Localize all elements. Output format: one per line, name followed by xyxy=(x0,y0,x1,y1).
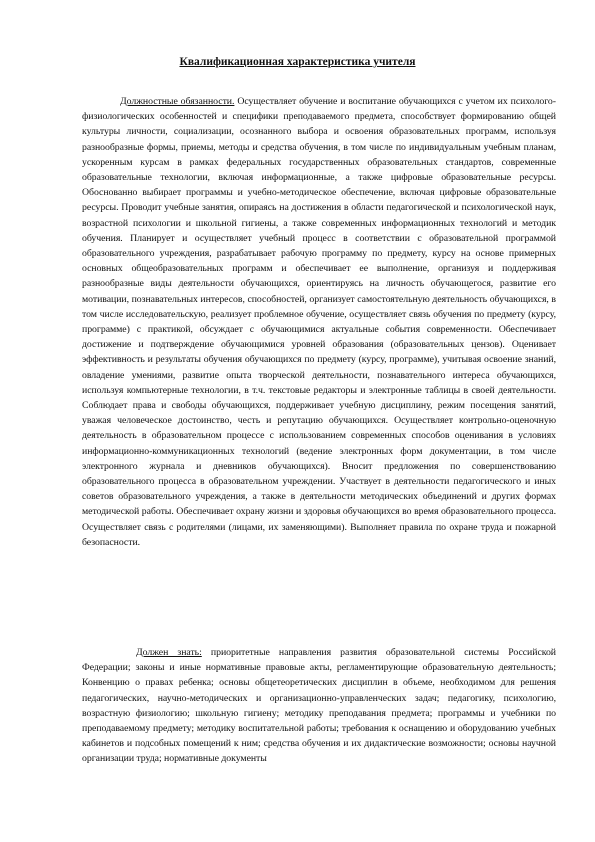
section-heading-must-know: Должен знать: xyxy=(136,647,202,658)
document-title: Квалификационная характеристика учителя xyxy=(179,56,416,68)
section-text-must-know: приоритетные направления развития образовательной системы Российской Федерации; законы и иные нормативные правовые акты, регламентирующие образовательную деятельность; Конвенцию о правах ребенка; основы общетеоретических дисциплин в объеме, необходимом для решения педагогических, научно-методических и организационно-управленческих задач; педагогику, психологию, возрастную физиологию; школьную гигиену; методику преподавания предмета; программы и учебники по преподаваемому предмету; методику воспитательной работы; требования к оснащению и оборудованию учебных кабинетов и подсобных помещений к ним; средства обучения и их дидактические возможности; основы научной организации труда; нормативные документы xyxy=(82,647,556,765)
section-must-know xyxy=(82,645,556,767)
section-heading-duties: Должностные обязанности. xyxy=(120,96,235,107)
section-text-duties: Осуществляет обучение и воспитание обучающихся с учетом их психолого-физиологических особенностей и специфики преподаваемого предмета, способствует формированию общей культуры личности, социализации, осознанного выбора и освоения образовательных программ, используя разнообразные формы, приемы, методы и средства обучения, в том числе по индивидуальным учебным планам, ускоренным курсам в рамках федеральных государственных образовательных стандартов, современные образовательные технологии, включая информационные, а также цифровые образовательные ресурсы. Обоснованно выбирает программы и учебно-методическое обеспечение, включая цифровые образовательные ресурсы. Проводит учебные занятия, опираясь на достижения в области педагогической и психологической наук, возрастной психологии и школьной гигиены, а также современных информационных технологий и методик обучения. Планирует и осуществляет учебный процесс в соответствии с образовательной программой образовательного учреждения, разрабатывает рабочую программу по предмету, курсу на основе примерных основных общеобразовательных программ и обеспечивает ее выполнение, организуя и поддерживая разнообразные виды деятельности обучающихся, ориентируясь на личность обучающегося, развитие его мотивации, познавательных интересов, способностей, организует самостоятельную деятельность обучающихся, в том числе исследовательскую, реализует проблемное обучение, осуществляет связь обучения по предмету (курсу, программе) с практикой, обсуждает с обучающимися актуальные события современности. Обеспечивает достижение и подтверждение обучающимися уровней образования (образовательных цензов). Оценивает эффективность и результаты обучения обучающихся по предмету (курсу, программе), учитывая освоение знаний, овладение умениями, развитие опыта творческой деятельности, познавательного интереса обучающихся, используя компьютерные технологии, в т.ч. текстовые редакторы и электронные таблицы в своей деятельности. Соблюдает права и свободы обучающихся, поддерживает учебную дисциплину, режим посещения занятий, уважая человеческое достоинство, честь и репутацию обучающихся. Осуществляет контрольно-оценочную деятельность в образовательном процессе с использованием современных способов оценивания в условиях информационно-коммуникационных технологий (ведение электронных форм документации, в том числе электронного журнала и дневников обучающихся). Вносит предложения по совершенствованию образовательного процесса в образовательном учреждении. Участвует в деятельности педагогического и иных советов образовательного учреждения, а также в деятельности методических объединений и других формах методической работы. Обеспечивает охрану жизни и здоровья обучающихся во время образовательного процесса. Осуществляет связь с родителями (лицами, их заменяющими). Выполняет правила по охране труда и пожарной безопасности. xyxy=(82,96,556,548)
section-duties xyxy=(82,94,556,550)
